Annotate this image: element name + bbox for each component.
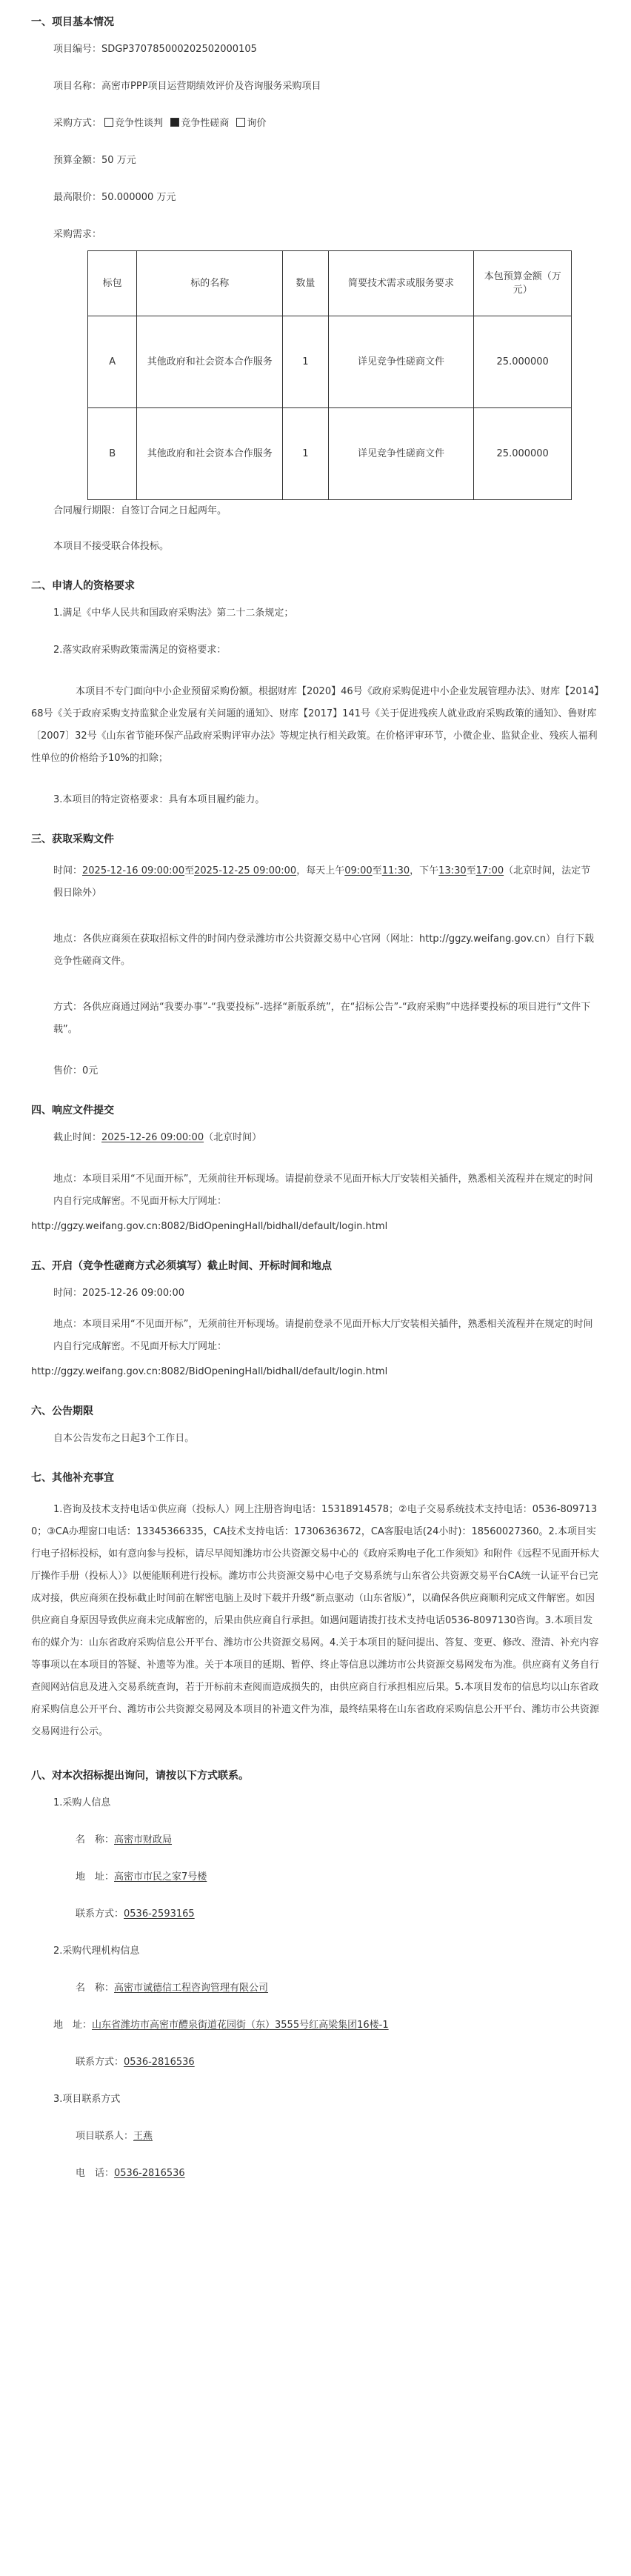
table-header-cell: 数量 bbox=[283, 251, 329, 316]
obtain-pm-prefix: ，下午 bbox=[410, 865, 439, 876]
project-name-label: 项目名称： bbox=[53, 81, 102, 92]
obtain-am-end: 11:30 bbox=[381, 865, 410, 876]
max-price-label: 最高限价： bbox=[53, 192, 102, 203]
qualification-block bbox=[31, 607, 600, 657]
procurement-method-label: 采购方式： bbox=[53, 118, 102, 129]
table-row bbox=[88, 408, 572, 500]
opening-url-link[interactable]: http://ggzy.weifang.gov.cn:8082/BidOpeningHall/bidhall/default/login.html bbox=[31, 1366, 388, 1377]
purchaser-name bbox=[53, 1834, 600, 1847]
agency-address-label: 地 址： bbox=[53, 2020, 93, 2031]
budget-label: 预算金额： bbox=[53, 155, 102, 166]
project-number bbox=[53, 43, 600, 56]
method-option-inquiry: 询价 bbox=[247, 118, 267, 129]
agency-phone-value: 0536-2816536 bbox=[124, 2057, 195, 2068]
section-title-contact: 八、对本次招标提出询问，请按以下方式联系。 bbox=[31, 1770, 249, 1782]
agency-name bbox=[53, 1982, 600, 1995]
purchaser-phone bbox=[53, 1908, 600, 1921]
agency-address-value: 山东省潍坊市高密市醴泉街道花园街（东）3555号红高梁集团16楼-1 bbox=[92, 2020, 389, 2031]
purchaser-phone-label: 联系方式： bbox=[76, 1908, 124, 1920]
budget-amount bbox=[53, 154, 600, 167]
table-cell-lot: B bbox=[88, 408, 137, 500]
other-matters-text: 1.咨询及技术支持电话①供应商（投标人）网上注册咨询电话：15318914578；②电子交易系统技术支持电话：0536-8097130；③CA办理窗口电话：13345366335，CA技术支持电话：17306363672，CA客服电话(24小时)：18560027360。2.本项目实行电子招标投标，如有意向参与投标，请尽早阅知潍坊市公共资源交易中心的《政府采购电子化工作须知》和附件《远程不见面开标大厅操作手册（投标人）》以便能顺利进行投标。潍坊市公共资源交易中心电子交易系统与山东省公共资源交易平台CA统一认证平台已完成对接，供应商须在投标截止时间前在解密电脑上及时下载并升级“新点驱动（山东省版）”，以确保各供应商顺利完成文件解密。如因供应商自身原因导致供应商未完成解密的，后果由供应商自行承担。如遇问题请拨打技术支持电话0536-8097130咨询。3.本项目发布的媒介为：山东省政府采购信息公开平台、潍坊市公共资源交易网。4.关于本项目的疑问提出、答复、变更、修改、澄清、补充内容等事项以在本项目的答疑、补遗等为准。关于本项目的延期、暂停、终止等信息以潍坊市公共资源交易网发布为准。供应商有义务自行查阅网站信息及进入交易系统查询，若于开标前未查阅而造成损失的，由供应商自行承担相应后果。5.本项目发布的信息均以山东省政府采购信息公开平台、潍坊市公共资源交易网及本项目的补遗文件为准，最终结果将在山东省政府采购信息公开平台、潍坊市公共资源交易网进行公示。 bbox=[31, 1504, 600, 1737]
agency-address bbox=[53, 2019, 600, 2032]
table-cell-qty: 1 bbox=[283, 316, 329, 408]
section-title-basic-info: 一、项目基本情况 bbox=[31, 16, 114, 28]
obtain-am-start: 09:00 bbox=[344, 865, 373, 876]
requirements-table bbox=[87, 250, 572, 500]
project-contact-title: 3.项目联系方式 bbox=[53, 2094, 121, 2105]
obtain-price: 售价：0元 bbox=[53, 1065, 99, 1076]
basic-info-block bbox=[31, 43, 600, 242]
obtain-time-label: 时间： bbox=[53, 865, 83, 876]
table-cell-item: 其他政府和社会资本合作服务 bbox=[137, 316, 283, 408]
notice-period-text: 自本公告发布之日起3个工作日。 bbox=[53, 1433, 195, 1444]
table-cell-qty: 1 bbox=[283, 408, 329, 500]
max-price bbox=[53, 191, 600, 204]
project-contact-phone-value: 0536-2816536 bbox=[114, 2168, 185, 2179]
agency-name-label: 名 称： bbox=[76, 1983, 115, 1994]
table-cell-item: 其他政府和社会资本合作服务 bbox=[137, 408, 283, 500]
purchaser-name-value: 高密市财政局 bbox=[114, 1834, 173, 1846]
section-title-opening: 五、开启（竞争性磋商方式必须填写）截止时间、开标时间和地点 bbox=[31, 1260, 332, 1272]
obtain-time-note: （北京时间，法定节假日除外） bbox=[53, 865, 591, 899]
purchaser-address-label: 地 址： bbox=[76, 1871, 115, 1883]
section-title-notice-period: 六、公告期限 bbox=[31, 1405, 93, 1417]
section-title-obtain-docs: 三、获取采购文件 bbox=[31, 833, 114, 845]
max-price-value: 50.000000 万元 bbox=[101, 192, 176, 203]
table-header-cell: 标的名称 bbox=[137, 251, 283, 316]
opening-place: 地点：本项目采用“不见面开标”，无须前往开标现场。请提前登录不见面开标大厅安装相关插件，熟悉相关流程并在规定的时间内自行完成解密。不见面开标大厅网址： bbox=[53, 1319, 593, 1352]
obtain-pm-start: 13:30 bbox=[438, 865, 467, 876]
table-row bbox=[88, 316, 572, 408]
submission-deadline-label: 截止时间： bbox=[53, 1132, 102, 1143]
agency-info-title: 2.采购代理机构信息 bbox=[53, 1946, 140, 1957]
agency-phone-label: 联系方式： bbox=[76, 2057, 124, 2068]
basic-info-footer bbox=[31, 505, 600, 553]
obtain-time-end: 2025-12-25 09:00:00 bbox=[194, 865, 297, 876]
table-cell-budget: 25.000000 bbox=[474, 408, 572, 500]
checkbox-checked-icon bbox=[170, 118, 179, 127]
method-option-negotiation: 竞争性谈判 bbox=[115, 118, 164, 129]
contact-block bbox=[31, 1797, 600, 2180]
obtain-time-to: 至 bbox=[184, 865, 195, 876]
method-option-consultation: 竞争性磋商 bbox=[181, 118, 230, 129]
project-name bbox=[53, 80, 600, 93]
obtain-am-to: 至 bbox=[372, 865, 382, 876]
checkbox-unchecked-icon bbox=[104, 118, 113, 127]
submission-deadline-value: 2025-12-26 09:00:00 bbox=[101, 1132, 204, 1143]
project-contact-phone-label: 电 话： bbox=[76, 2168, 115, 2179]
project-name-value: 高密市PPP项目运营期绩效评价及咨询服务采购项目 bbox=[101, 81, 321, 92]
table-cell-lot: A bbox=[88, 316, 137, 408]
purchaser-phone-value: 0536-2593165 bbox=[124, 1908, 195, 1920]
agency-name-value: 高密市诚德信工程咨询管理有限公司 bbox=[114, 1983, 269, 1994]
qualification-item-1: 1.满足《中华人民共和国政府采购法》第二十二条规定； bbox=[53, 608, 294, 619]
project-number-label: 项目编号： bbox=[53, 44, 102, 55]
qualification-item-2: 2.落实政府采购政策需满足的资格要求： bbox=[53, 645, 227, 656]
submission-place: 地点：本项目采用“不见面开标”，无须前往开标现场。请提前登录不见面开标大厅安装相关插件，熟悉相关流程并在规定的时间内自行完成解密。不见面开标大厅网址： bbox=[53, 1174, 593, 1207]
qualification-block-2 bbox=[31, 793, 600, 807]
qualification-item-3: 3.本项目的特定资格要求：具有本项目履约能力。 bbox=[53, 794, 265, 805]
submission-deadline bbox=[31, 1131, 600, 1145]
obtain-time bbox=[31, 860, 600, 905]
table-header-cell: 本包预算金额（万元） bbox=[474, 251, 572, 316]
purchaser-info-title: 1.采购人信息 bbox=[53, 1797, 111, 1808]
budget-value: 50 万元 bbox=[101, 155, 136, 166]
checkbox-unchecked-icon bbox=[236, 118, 245, 127]
project-contact-phone bbox=[53, 2167, 600, 2180]
requirements-label: 采购需求： bbox=[53, 229, 102, 240]
project-contact-person-label: 项目联系人： bbox=[76, 2131, 134, 2142]
table-header-cell: 标包 bbox=[88, 251, 137, 316]
project-contact-person bbox=[53, 2130, 600, 2143]
obtain-place: 地点：各供应商须在获取招标文件的时间内登录潍坊市公共资源交易中心官网（网址：http://ggzy.weifang.gov.cn）自行下载竞争性磋商文件。 bbox=[53, 933, 594, 967]
section-title-submission: 四、响应文件提交 bbox=[31, 1105, 114, 1116]
table-header-row bbox=[88, 251, 572, 316]
table-cell-budget: 25.000000 bbox=[474, 316, 572, 408]
obtain-way: 方式：各供应商通过网站“我要办事”-“我要投标”-选择“新版系统”，在“招标公告”-“政府采购”中选择要投标的项目进行“文件下载”。 bbox=[53, 1002, 591, 1035]
obtain-pm-end: 17:00 bbox=[475, 865, 504, 876]
project-number-value: SDGP370785000202502000105 bbox=[101, 44, 257, 55]
obtain-am-prefix: ，每天上午 bbox=[296, 865, 345, 876]
table-cell-spec: 详见竞争性磋商文件 bbox=[328, 316, 474, 408]
agency-phone bbox=[53, 2056, 600, 2069]
purchaser-name-label: 名 称： bbox=[76, 1834, 115, 1846]
policy-paragraph: 本项目不专门面向中小企业预留采购份额。根据财库【2020】46号《政府采购促进中小企业发展管理办法》、财库【2014】68号《关于政府采购支持监狱企业发展有关问题的通知》、财库【2017】141号《关于促进残疾人就业政府采购政策的通知》、鲁财库〔2007〕32号《山东省节能环保产品政府采购评审办法》等规定执行相关政策。在价格评审环节，小微企业、监狱企业、残疾人福利性单位的价格给予10%的扣除； bbox=[31, 686, 599, 764]
purchaser-address bbox=[53, 1871, 600, 1884]
purchaser-address-value: 高密市市民之家7号楼 bbox=[114, 1871, 207, 1883]
submission-url-link[interactable]: http://ggzy.weifang.gov.cn:8082/BidOpeningHall/bidhall/default/login.html bbox=[31, 1221, 388, 1232]
section-title-qualification: 二、申请人的资格要求 bbox=[31, 580, 135, 592]
section-title-other-matters: 七、其他补充事宜 bbox=[31, 1472, 114, 1484]
table-header-cell: 简要技术需求或服务要求 bbox=[328, 251, 474, 316]
contract-term: 合同履行期限：自签订合同之日起两年。 bbox=[53, 505, 227, 516]
table-cell-spec: 详见竞争性磋商文件 bbox=[328, 408, 474, 500]
obtain-pm-to: 至 bbox=[466, 865, 476, 876]
project-contact-person-value: 王燕 bbox=[133, 2131, 153, 2142]
opening-time: 时间：2025-12-26 09:00:00 bbox=[53, 1288, 185, 1299]
submission-deadline-note: （北京时间） bbox=[204, 1132, 262, 1143]
obtain-time-start: 2025-12-16 09:00:00 bbox=[82, 865, 185, 876]
procurement-method bbox=[53, 117, 600, 130]
no-consortium-note: 本项目不接受联合体投标。 bbox=[53, 541, 170, 552]
